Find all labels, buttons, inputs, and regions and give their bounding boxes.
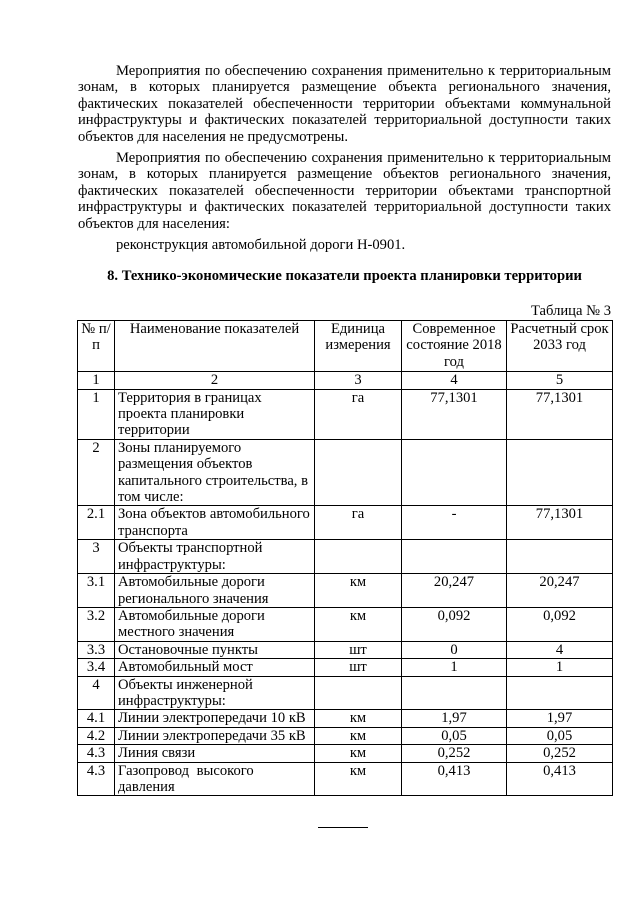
row-current: 1,97 [402,710,507,727]
row-target: 1 [507,659,613,676]
row-current: 0,413 [402,762,507,796]
row-target [507,676,613,710]
paragraph-road-reconstruction [116,237,516,253]
table-row [78,439,613,506]
section-heading: 8. Технико-экономические показатели проекта планировки территории [107,268,582,284]
row-target: 0,413 [507,762,613,796]
row-number: 3.3 [78,641,115,658]
row-current [402,676,507,710]
row-current: 1 [402,659,507,676]
row-current: 0,05 [402,727,507,744]
row-indicator: Линии электропередачи 10 кВ [115,710,315,727]
row-target: 4 [507,641,613,658]
row-indicator: Линия связи [115,745,315,762]
table-header-row [78,321,613,372]
row-indicator: Зоны планируемого размещения объектов капитального строительства, в том числе: [115,439,315,506]
row-number: 1 [78,389,115,439]
paragraph-text: Мероприятия по обеспечению сохранения применительно к территориальным зонам, в которых планируется размещение объекта регионального значения, фактических показателей обеспеченности территории объектами коммунальной инфраструктуры и фактических показателей территориальной доступности таких объектов для населения не предусмотрены. [78,63,611,145]
table-row [78,389,613,439]
row-unit: га [315,506,402,540]
header-target: Расчетный срок 2033 год [507,321,613,372]
row-unit: км [315,727,402,744]
row-indicator: Объекты инженерной инфраструктуры: [115,676,315,710]
table-row [78,540,613,574]
row-unit: шт [315,641,402,658]
row-indicator: Линии электропередачи 35 кВ [115,727,315,744]
row-number: 4.3 [78,762,115,796]
paragraph-text: Мероприятия по обеспечению сохранения применительно к территориальным зонам, в которых планируется размещение объектов регионального значения, фактических показателей обеспеченности территории объектами транспортной инфраструктуры и фактических показателей территориальной доступности таких объектов для населения: [78,150,611,232]
row-indicator: Автомобильные дороги регионального значения [115,574,315,608]
row-indicator: Автомобильный мост [115,659,315,676]
row-unit [315,540,402,574]
table-row [78,676,613,710]
row-unit: км [315,574,402,608]
row-current: - [402,506,507,540]
table-row [78,659,613,676]
row-unit: км [315,607,402,641]
table-row [78,607,613,641]
table-cell: 1 [78,372,115,389]
row-unit [315,676,402,710]
row-current: 20,247 [402,574,507,608]
row-indicator: Газопровод высокого давления [115,762,315,796]
column-number-row [78,372,613,389]
row-target: 77,1301 [507,389,613,439]
header-current-state: Современное состояние 2018 год [402,321,507,372]
paragraph-utility-infrastructure [78,63,611,145]
row-target: 0,05 [507,727,613,744]
row-number: 2 [78,439,115,506]
row-target: 77,1301 [507,506,613,540]
row-unit: км [315,710,402,727]
table-cell: 2 [115,372,315,389]
row-current: 0,092 [402,607,507,641]
table-row [78,506,613,540]
table-row [78,762,613,796]
row-target [507,540,613,574]
table-row [78,745,613,762]
row-number: 3.1 [78,574,115,608]
row-target: 20,247 [507,574,613,608]
row-number: 4.1 [78,710,115,727]
row-unit: га [315,389,402,439]
row-number: 3.4 [78,659,115,676]
row-indicator: Остановочные пункты [115,641,315,658]
row-current: 0 [402,641,507,658]
table-cell: 5 [507,372,613,389]
row-number: 4.2 [78,727,115,744]
row-number: 4.3 [78,745,115,762]
table-cell: 3 [315,372,402,389]
row-unit: км [315,762,402,796]
end-divider [318,827,368,828]
paragraph-text: реконструкция автомобильной дороги Н-0901. [116,237,406,253]
row-number: 3.2 [78,607,115,641]
row-number: 3 [78,540,115,574]
row-indicator: Территория в границах проекта планировки территории [115,389,315,439]
row-indicator: Автомобильные дороги местного значения [115,607,315,641]
row-target: 0,092 [507,607,613,641]
row-current: 77,1301 [402,389,507,439]
row-indicator: Объекты транспортной инфраструктуры: [115,540,315,574]
table-row [78,727,613,744]
row-unit [315,439,402,506]
table-caption: Таблица № 3 [531,303,611,319]
header-number: № п/п [78,321,115,372]
table-row [78,641,613,658]
row-target: 0,252 [507,745,613,762]
row-unit: км [315,745,402,762]
table-row [78,574,613,608]
table-row [78,710,613,727]
row-indicator: Зона объектов автомобильного транспорта [115,506,315,540]
table-cell: 4 [402,372,507,389]
row-target: 1,97 [507,710,613,727]
row-current [402,540,507,574]
row-number: 4 [78,676,115,710]
row-current [402,439,507,506]
row-current: 0,252 [402,745,507,762]
row-target [507,439,613,506]
header-indicator-name: Наименование показателей [115,321,315,372]
row-number: 2.1 [78,506,115,540]
header-unit: Единица измерения [315,321,402,372]
paragraph-transport-infrastructure [78,150,611,232]
indicators-table [77,320,613,796]
row-unit: шт [315,659,402,676]
